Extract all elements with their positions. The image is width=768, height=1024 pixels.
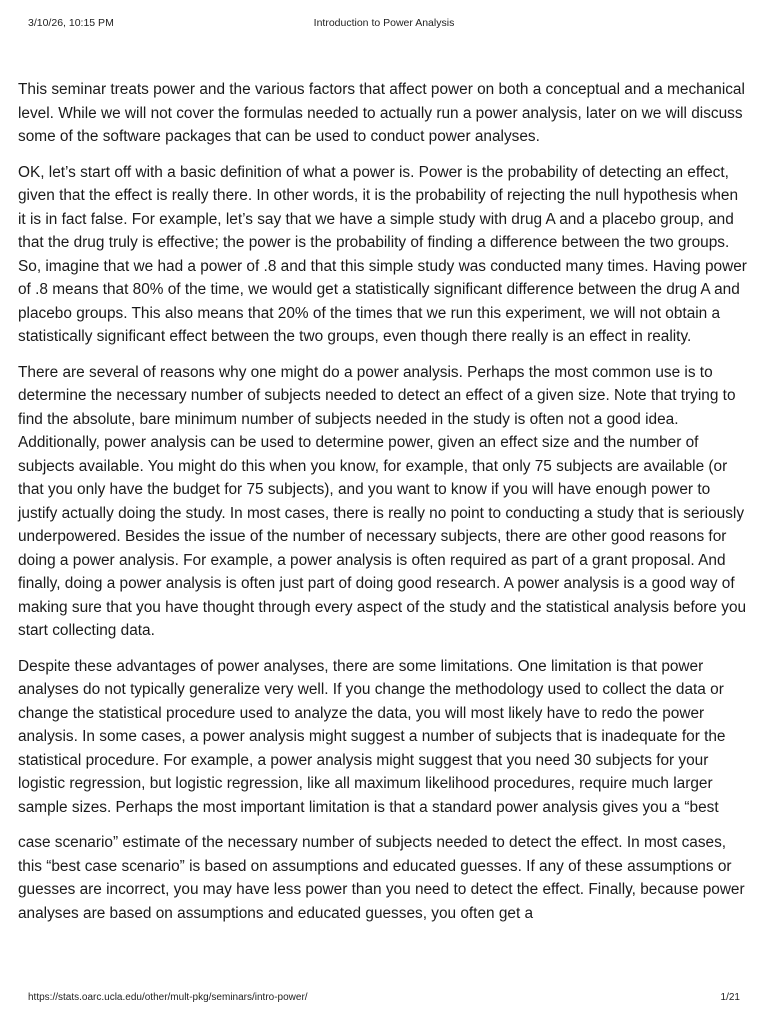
paragraph-limitations: Despite these advantages of power analyses, there are some limitations. One limitation is that power analyses do not typically generalize very well. If you change the methodology used to collect the data or change the statistical procedure used to analyze the data, you will most likely have to redo the power analysis. In some cases, a power analysis might suggest a number of subjects that is inadequate for the statistical procedure. For example, a power analysis might suggest that you need 30 subjects for your logistic regression, but logistic regression, like all maximum likelihood procedures, require much larger sample sizes. Perhaps the most important limitation is that a standard power analysis gives you a “best	[18, 657, 726, 816]
source-url: https://stats.oarc.ucla.edu/other/mult-pkg/seminars/intro-power/	[28, 992, 308, 1003]
page-number: 1/21	[720, 992, 740, 1003]
print-footer	[28, 992, 740, 1008]
paragraph-limitations-continued: case scenario” estimate of the necessary number of subjects needed to detect the effect. In most cases, this “best case scenario” is based on assumptions and educated guesses. If any of these assumptions or guesses are incorrect, you may have less power than you need to detect the effect. Finally, because power analyses are based on assumptions and educated guesses, you often get a	[18, 834, 745, 922]
paragraph-definition: OK, let’s start off with a basic definition of what a power is. Power is the probability of detecting an effect, given that the effect is really there. In other words, it is the probability of rejecting the null hypothesis when it is in fact false. For example, let’s say that we have a simple study with drug A and a placebo group, and that the drug truly is effective; the power is the probability of finding a difference between the two groups. So, imagine that we had a power of .8 and that this simple study was conducted many times. Having power of .8 means that 80% of the time, we would get a statistically significant difference between the drug A and placebo groups. This also means that 20% of the times that we run this experiment, we will not obtain a statistically significant effect between the two groups, even though there really is an effect in reality.	[18, 163, 747, 345]
paragraph-reasons: There are several of reasons why one might do a power analysis. Perhaps the most common use is to determine the necessary number of subjects needed to detect an effect of a given size. Note that trying to find the absolute, bare minimum number of subjects needed in the study is often not a good idea. Additionally, power analysis can be used to determine power, given an effect size and the number of subjects available. You might do this when you know, for example, that only 75 subjects are available (or that you only have the budget for 75 subjects), and you want to know if you will have enough power to justify actually doing the study. In most cases, there is really no point to conducting a study that is seriously underpowered. Besides the issue of the number of necessary subjects, there are other good reasons for doing a power analysis. For example, a power analysis is often required as part of a grant proposal. And finally, doing a power analysis is often just part of doing good research. A power analysis is a good way of making sure that you have thought through every aspect of the study and the statistical analysis before you start collecting data.	[18, 363, 747, 639]
article-body	[18, 78, 750, 937]
page-title: Introduction to Power Analysis	[313, 17, 455, 29]
paragraph-intro: This seminar treats power and the various factors that affect power on both a conceptual and a mechanical level. While we will not cover the formulas needed to actually run a power analysis, later on we will discuss some of the software packages that can be used to conduct power analyses.	[18, 81, 745, 145]
print-header	[28, 17, 740, 33]
print-date: 3/10/26, 10:15 PM	[28, 17, 114, 29]
